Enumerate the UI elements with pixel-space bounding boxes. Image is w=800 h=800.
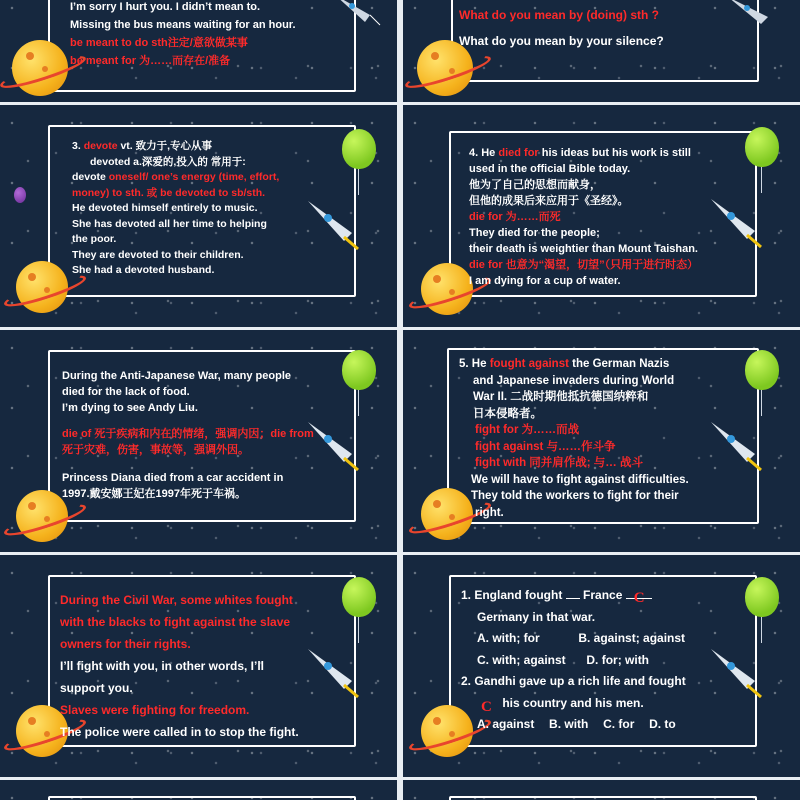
balloon-icon (745, 127, 779, 167)
text-line-red: die for 为……而死 (469, 211, 561, 223)
text-line: She had a devoted husband. (72, 264, 215, 276)
rocket-icon (723, 0, 793, 32)
text-line: 他为了自己的思想而献身， (469, 179, 601, 191)
text-line-red: Slaves were fighting for freedom. (60, 703, 250, 717)
text-line: France (583, 588, 623, 602)
balloon-icon (745, 577, 779, 617)
text-line: 1997.戴安娜王妃在1997年死于车祸。 (62, 488, 246, 500)
text-line: I’ll fight with you, in other words, I’ll (60, 659, 264, 673)
text-line: 4. He (469, 147, 496, 159)
slide-8 (403, 555, 800, 777)
text-line-red: be meant to do sth注定/意欲做某事 (70, 37, 248, 49)
text-line-red: money) to sth. 或 be devoted to sb/sth. (72, 186, 266, 199)
option-d: D. to (649, 717, 676, 731)
text-line: I’m sorry I hurt you. I didn’t mean to. (70, 1, 261, 13)
balloon-icon (745, 350, 779, 390)
option-a: A. against (477, 717, 535, 731)
text-line: 5. He (459, 358, 487, 370)
text-line: his ideas but his work is still (541, 147, 691, 159)
balloon-icon (342, 577, 376, 617)
text-line: right. (475, 506, 504, 519)
text-line-red: 死于灾难，伤害，事故等，强调外因。 (62, 444, 249, 456)
option-a: A. with; for (477, 631, 540, 645)
text-line: 日本侵略者。 (473, 407, 542, 420)
balloon-icon (342, 129, 376, 169)
slide-1 (0, 0, 397, 102)
text-line: I’m dying to see Andy Liu. (62, 402, 198, 414)
slide-2 (403, 0, 800, 102)
text-line: The police were called in to stop the fight. (60, 725, 299, 739)
slide-frame (48, 796, 356, 800)
definition: vt. 致力于,专心从事 (120, 140, 213, 152)
text-line: the German Nazis (572, 358, 670, 370)
planet-icon (421, 263, 473, 315)
slide-8-text (461, 585, 686, 736)
balloon-icon (342, 350, 376, 390)
text-line: used in the official Bible today. (469, 163, 631, 175)
slide-6-text (459, 356, 689, 521)
text-line: They are devoted to their children. (72, 248, 244, 261)
option-b: B. against; against (578, 631, 686, 645)
text-line-red: fight against 与……作斗争 (475, 440, 616, 453)
slide-1-text (70, 0, 296, 70)
slide-5-text (62, 368, 314, 502)
text-line: their death is weightier than Mount Taishan. (469, 243, 698, 255)
rocket-icon (300, 641, 370, 701)
slide-9-partial (0, 780, 397, 800)
rocket-icon (703, 641, 773, 701)
text-line-red: with the blacks to fight against the slave (60, 615, 291, 629)
text-line-red: fight for 为……而战 (475, 424, 580, 436)
keyword-devote: devote (83, 140, 118, 152)
slide-7-text (60, 589, 299, 743)
planet-icon (16, 261, 68, 313)
rocket-icon (300, 193, 370, 253)
text-line-red: owners for their rights. (60, 637, 191, 651)
slide-6 (403, 330, 800, 552)
text-line: They told the workers to fight for their (471, 490, 679, 502)
text-line: Missing the bus means waiting for an hour. (70, 19, 296, 31)
text-line: the poor. (72, 233, 117, 245)
text-line: died for the lack of food. (62, 386, 190, 398)
rocket-icon (703, 414, 773, 474)
option-b: B. with (549, 717, 589, 731)
slide-frame (449, 796, 757, 800)
text-line-red: What do you mean by (doing) sth ? (459, 8, 659, 22)
text-line: I am dying for a cup of water. (469, 275, 621, 287)
planet-icon (12, 40, 68, 96)
option-c: C. with; against (477, 652, 566, 667)
text-line: support you. (60, 681, 133, 695)
text-line: During the Anti-Japanese War, many people (62, 370, 292, 382)
text-line: his country and his men. (502, 695, 644, 710)
slide-7 (0, 555, 397, 777)
text-line: and Japanese invaders during World (473, 374, 675, 387)
answer-2: C (481, 698, 492, 715)
text-line: devoted a.深爱的,投入的 常用于: (90, 155, 246, 168)
keyword-fought-against: fought against (489, 358, 569, 370)
slide-2-text (459, 2, 664, 54)
text-line: 但他的成果后来应用于《圣经》。 (469, 195, 629, 207)
text-line: They died for the people; (469, 227, 600, 239)
item-number: 3. (72, 140, 81, 152)
slide-4-text (469, 145, 698, 289)
rocket-icon (330, 0, 390, 30)
text-line-red: fight with 同并肩作战; 与… 战斗 (475, 457, 644, 469)
slide-3-text (72, 139, 279, 279)
slide-5 (0, 330, 397, 552)
text-line: He devoted himself entirely to music. (72, 202, 258, 214)
rocket-icon (703, 191, 773, 251)
small-planet-icon (14, 187, 26, 203)
text-line: Germany in that war. (477, 609, 596, 624)
text-line-red: die of 死于疾病和内在的情绪，强调内因；die from (62, 428, 314, 440)
keyword-died-for: died for (498, 147, 539, 159)
answer-1: C (633, 590, 645, 606)
text-line-red: oneself/ one’s energy (time, effort, (108, 171, 280, 183)
text-line-red: be meant for 为……而存在/准备 (70, 55, 231, 67)
text-line: We will have to fight against difficulties. (471, 473, 689, 486)
text-line: 2. Gandhi gave up a rich life and fought (461, 674, 686, 688)
slide-10-partial (403, 780, 800, 800)
text-line: She has devoted all her time to helping (72, 217, 267, 230)
text-line-red: die for 也意为“渴望，切望”（只用于进行时态） (469, 259, 699, 271)
planet-icon (16, 490, 68, 542)
text-line: War II. 二战时期他抵抗德国纳粹和 (473, 391, 649, 403)
text-line: What do you mean by your silence? (459, 34, 664, 48)
text-line-red: During the Civil War, some whites fought (60, 593, 293, 607)
slide-4 (403, 105, 800, 327)
text-line: Princess Diana died from a car accident in (62, 472, 284, 484)
text-line: 1. England fought (461, 588, 563, 602)
option-c: C. for (603, 717, 635, 731)
text-line: devote (72, 171, 106, 183)
option-d: D. for; with (586, 652, 650, 667)
slide-3 (0, 105, 397, 327)
